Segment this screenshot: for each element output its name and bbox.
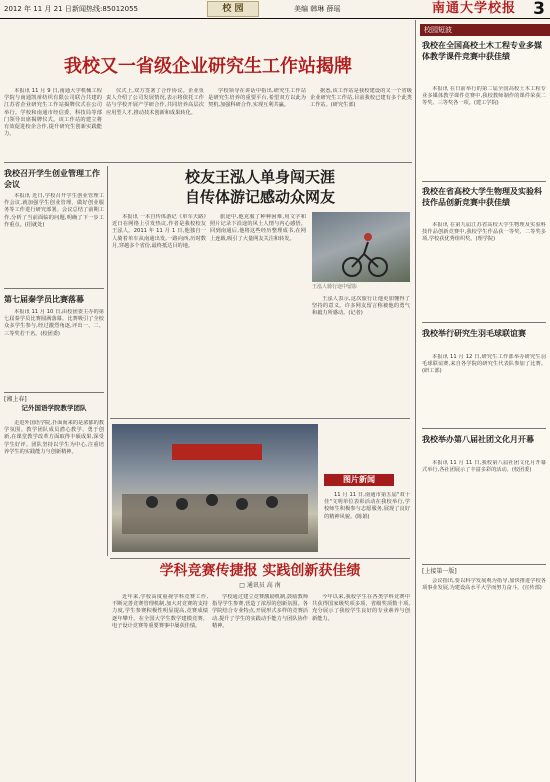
mid-story-col-b-text: 旅途中,他克服了种种困难,用文字和照片记录下沿途的风土人情与内心感悟。回到南通后,他将这些经历整理成书,在网上连载,吸引了大量网友关注和转发。 bbox=[210, 214, 306, 242]
bottom-story-col-c-text: 今年以来,我校学生在各类学科竞赛中共获得国家级奖项多项、省级奖项数十项,充分展示了我校学生良好的专业素养与创新能力。 bbox=[312, 594, 410, 622]
photo-news-image bbox=[112, 424, 318, 552]
top-story-col4-text: 据悉,该工作站是我校建设的又一个省级企业研究生工作站,目前我校已建有多个此类工作站。(研究生部) bbox=[310, 88, 412, 109]
mid-story-col-b bbox=[210, 214, 306, 414]
left-rule-2 bbox=[4, 392, 104, 393]
sidebar-divider bbox=[415, 20, 416, 782]
sidebar-item-4-body bbox=[422, 460, 546, 560]
sidebar-item-2-body bbox=[422, 222, 546, 318]
top-story-col4 bbox=[310, 88, 412, 158]
mid-story-photo-caption: 王泓人骑行途中留影 bbox=[312, 284, 358, 290]
sidebar-item-1-title: 我校在全国高校土木工程专业多媒体教学课件竞赛中获佳绩 bbox=[422, 41, 542, 61]
photo-news-caption bbox=[324, 492, 410, 554]
mid-story-headline-1: 校友王泓人单身闯天涯 bbox=[184, 168, 335, 186]
sidebar-rule-4 bbox=[422, 564, 546, 565]
cyclist-photo-icon bbox=[312, 212, 410, 282]
news-hotline: 新闻热线:85012055 bbox=[72, 5, 138, 13]
bottom-story-col-c bbox=[312, 594, 410, 780]
sidebar-item-1-body bbox=[422, 86, 546, 178]
sidebar-item-4-text: 本报讯 11 月 11 日,我校第八届社团文化月开幕式举行,各社团展示了丰富多彩的活动。(校团委) bbox=[422, 460, 546, 474]
top-story-col2-text: 仪式上,双方签署了合作协议。企业负责人介绍了公司发展情况,表示将依托工作站与学校开展产学研合作,共同培养高层次应用型人才,推动技术创新和成果转化。 bbox=[106, 88, 204, 116]
top-story-col2 bbox=[106, 88, 204, 158]
top-story-col1 bbox=[4, 88, 102, 158]
sidebar-item-2-title: 我校在省高校大学生物理及实验科技作品创新竞赛中获佳绩 bbox=[422, 187, 542, 207]
left-article-2-title bbox=[4, 294, 104, 306]
rule-under-top-story bbox=[4, 162, 412, 163]
page-editors: 美编 韩琳 薛瑶 bbox=[294, 5, 341, 13]
bottom-story-col-a-text: 近年来,学校高度重视学科竞赛工作,不断完善竞赛管理机制,加大对竞赛的支持力度,学生参赛积极性明显提高,竞赛成绩逐年攀升。在全国大学生数学建模竞赛、电子设计竞赛等重要赛事中屡获佳绩。 bbox=[112, 594, 208, 629]
sidebar-item-5-text: 会议指出,要以科学发展观为指导,加快推进学校各项事业发展,为建设高水平大学而努力奋斗。(宣传部) bbox=[422, 578, 546, 592]
bottom-story-headline: 学科竞赛传捷报 实践创新获佳绩 bbox=[159, 563, 361, 579]
bottom-story-col-b bbox=[212, 594, 308, 780]
sidebar-section-tag: 校园短波 bbox=[420, 24, 550, 36]
left-article-1-title-text: 我校召开学生创业管理工作会议 bbox=[4, 168, 100, 189]
section-stamp: 校 园 bbox=[207, 1, 259, 17]
mid-story-photo bbox=[312, 212, 410, 282]
mid-story-col-a-text: 本报讯 一本自传体游记《单车天路》近日在网络上引发热议,作者是我校校友王泓人。2011 年 11 月 1 日,他独自一人骑着单车从南通出发,一路向西,历时数月,穿越多个省份,最终抵达目的地。 bbox=[112, 214, 206, 249]
sidebar-item-3-title: 我校举行研究生羽毛球联谊赛 bbox=[422, 329, 526, 338]
left-article-2-title-text: 第七届秦学员比赛落幕 bbox=[4, 294, 84, 304]
page-number: 3 bbox=[533, 0, 545, 19]
mid-story-headline-2: 自传体游记感动众网友 bbox=[184, 188, 335, 206]
mid-story-col-c-text: 王泓人表示,这次旅行让他更加懂得了坚持的意义。许多网友留言称被他的勇气和毅力所感动。(记者) bbox=[312, 296, 410, 317]
left-article-3-text: 走进外国语学院,扑面而来的是浓郁的教学氛围。教学团队成员潜心教学、勇于创新,在课堂教学改革方面取得丰硕成果,深受学生好评。团队坚持以学生为中心,注重培养学生的实践能力与创新精神。 bbox=[4, 420, 104, 455]
sidebar-rule-3 bbox=[422, 428, 546, 429]
left-article-3-subtitle: 记外国语学院教学团队 bbox=[21, 404, 87, 412]
rule-above-bottom-story bbox=[110, 558, 410, 559]
photo-news-tag: 图片新闻 bbox=[324, 474, 394, 486]
sidebar-item-1-text: 本报讯 在日前举行的第二届全国高校土木工程专业多媒体教学课件竞赛中,我校教师制作的课件荣获二等奖、三等奖各一项。(建工学院) bbox=[422, 86, 546, 107]
left-column-divider bbox=[107, 166, 108, 556]
masthead: 南通大学校报 bbox=[432, 1, 517, 16]
sidebar-item-5-body bbox=[422, 578, 546, 778]
left-article-1-body bbox=[4, 193, 104, 285]
sidebar-item-4-title: 我校举办第八届社团文化月开幕 bbox=[422, 435, 534, 444]
photo-news-caption-text: 11 月 11 日,南通市第五届"双十佳"文明单位表彰活动在我校举行,学校师生积极参与志愿服务,展现了良好的精神风貌。(陈娟) bbox=[324, 492, 410, 520]
left-article-3-header bbox=[4, 396, 104, 418]
bottom-story-col-a bbox=[112, 594, 208, 780]
mid-story-col-a bbox=[112, 214, 206, 414]
sidebar-item-5-title: [上接第一版] bbox=[422, 568, 457, 575]
mid-story-col-c bbox=[312, 296, 410, 414]
top-story-col3-text: 学校领导在讲话中指出,研究生工作站是研究生培养的重要平台,希望双方以此为契机,加强科研合作,实现互利共赢。 bbox=[208, 88, 306, 109]
left-article-2-text: 本报讯 11 月 10 日,由校团委主办的第七届秦学员比赛圆满落幕。比赛吸引了全校众多学生参与,经过激烈角逐,评出一、二、三等奖若干名。(校团委) bbox=[4, 309, 104, 337]
top-story-headline: 我校又一省级企业研究生工作站揭牌 bbox=[64, 56, 352, 77]
sidebar-item-2-text: 本报讯 在第九届江苏省高校大学生物理及实验科技作品创新竞赛中,我校学生作品获一等奖、二等奖多项,学校获优秀组织奖。(理学院) bbox=[422, 222, 546, 243]
left-article-3-body bbox=[4, 420, 104, 780]
left-article-1-text: 本报讯 近日,学校召开学生创业管理工作会议,就加强学生创业管理、做好创业服务等工作进行研究部署。会议总结了前期工作,分析了当前面临的问题,明确了下一步工作重点。(招就处) bbox=[4, 193, 104, 228]
crowd-photo-icon bbox=[112, 424, 318, 552]
bottom-story-byline: □ 通讯员 高 南 bbox=[239, 582, 281, 589]
left-article-3-tag: [湘上春] bbox=[4, 396, 27, 403]
left-rule-1 bbox=[4, 288, 104, 289]
sidebar-item-3-body bbox=[422, 354, 546, 424]
sidebar-rule-2 bbox=[422, 322, 546, 323]
top-story-col1-text: 本报讯 11 月 9 日,南通大学机械工程学院与南通凯蒂纺织有限公司联合共建的江苏省企业研究生工作站揭牌仪式在公司举行。学校和南通市经信委、科技局等部门领导出席揭牌仪式。该工作站的建立将有效促进校企合作,提升研究生创新实践能力。 bbox=[4, 88, 102, 138]
left-article-1-title bbox=[4, 168, 104, 190]
sidebar-item-3-text: 本报讯 11 月 12 日,研究生工作部举办研究生羽毛球联谊赛,来自各学院的研究生代表队参加了比赛。(研工部) bbox=[422, 354, 546, 375]
sidebar-rule-1 bbox=[422, 181, 546, 182]
left-article-2-body bbox=[4, 309, 104, 389]
bottom-story-col-b-text: 学校通过建立竞赛激励机制,鼓励教师指导学生参赛,营造了浓厚的创新氛围。各学院结合专业特点,开展形式多样的竞赛活动,提升了学生的实践动手能力与团队协作精神。 bbox=[212, 594, 308, 629]
issue-date: 2012 年 11 月 21 日 bbox=[4, 5, 72, 13]
top-story-col3 bbox=[208, 88, 306, 158]
rule-under-mid-story bbox=[110, 418, 410, 419]
